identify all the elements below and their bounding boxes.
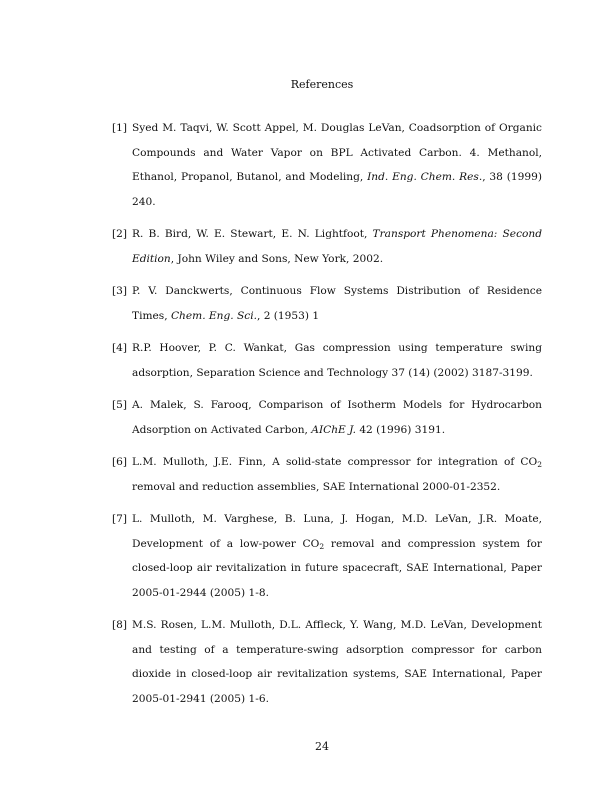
reference-list: [112, 116, 542, 719]
reference-text: R. B. Bird, W. E. Stewart, E. N. Lightfoot, Transport Phenomena: Second Edition, John Wiley and Sons, New York, 2002.: [132, 228, 542, 265]
reference-text: A. Malek, S. Farooq, Comparison of Isotherm Models for Hydrocarbon Adsorption on Activated Carbon, AIChE J. 42 (1996) 3191.: [132, 399, 542, 436]
subscript: 2: [537, 460, 542, 469]
reference-text: P. V. Danckwerts, Continuous Flow Systems Distribution of Residence Times, Chem. Eng. Sci., 2 (1953) 1: [132, 285, 542, 322]
reference-item: [112, 116, 542, 214]
book-title: Transport Phenomena: Second Edition: [132, 228, 542, 265]
reference-text: L.M. Mulloth, J.E. Finn, A solid-state compressor for integration of $CO_2$ removal and reduction assemblies, SAE International 2000-01-2352.: [132, 456, 542, 493]
reference-item: [112, 279, 542, 328]
reference-number: [6]: [112, 456, 128, 468]
reference-text: M.S. Rosen, L.M. Mulloth, D.L. Affleck, Y. Wang, M.D. LeVan, Development and testing of a temperature-swing adsorption compressor for carbon dioxide in closed-loop air revitalization systems, SAE International, Paper 2005-01-2941 (2005) 1-6.: [132, 619, 542, 705]
reference-text: Syed M. Taqvi, W. Scott Appel, M. Douglas LeVan, Coadsorption of Organic Compounds and Water Vapor on BPL Activated Carbon. 4. Methanol, Ethanol, Propanol, Butanol, and Modeling, Ind. Eng. Chem. Res., 38 (1999) 240.: [132, 122, 542, 208]
reference-number: [5]: [112, 399, 128, 411]
reference-item: [112, 393, 542, 442]
journal-name: Ind. Eng. Chem. Res.: [367, 171, 483, 183]
reference-number: [7]: [112, 513, 128, 525]
journal-name: AIChE J.: [311, 423, 356, 436]
page-number: 24: [315, 740, 329, 753]
reference-number: [1]: [112, 122, 128, 134]
reference-number: [8]: [112, 619, 128, 631]
reference-item: [112, 336, 542, 385]
reference-number: [2]: [112, 228, 128, 240]
reference-item: [112, 450, 542, 499]
reference-text: L. Mulloth, M. Varghese, B. Luna, J. Hogan, M.D. LeVan, J.R. Moate, Development of a low-power $CO_2$ removal and compression system for closed-loop air revitalization in future spacecraft, SAE International, Paper 2005-01-2944 (2005) 1-8.: [132, 513, 542, 599]
journal-name: Chem. Eng. Sci.: [170, 309, 257, 322]
reference-item: [112, 613, 542, 711]
page-heading: References: [290, 78, 354, 91]
reference-item: [112, 507, 542, 605]
reference-text: R.P. Hoover, P. C. Wankat, Gas compression using temperature swing adsorption, Separation Science and Technology 37 (14) (2002) 3187-3199.: [132, 342, 542, 379]
reference-number: [4]: [112, 342, 128, 354]
reference-item: [112, 222, 542, 271]
subscript: 2: [319, 541, 325, 551]
reference-number: [3]: [112, 285, 128, 297]
